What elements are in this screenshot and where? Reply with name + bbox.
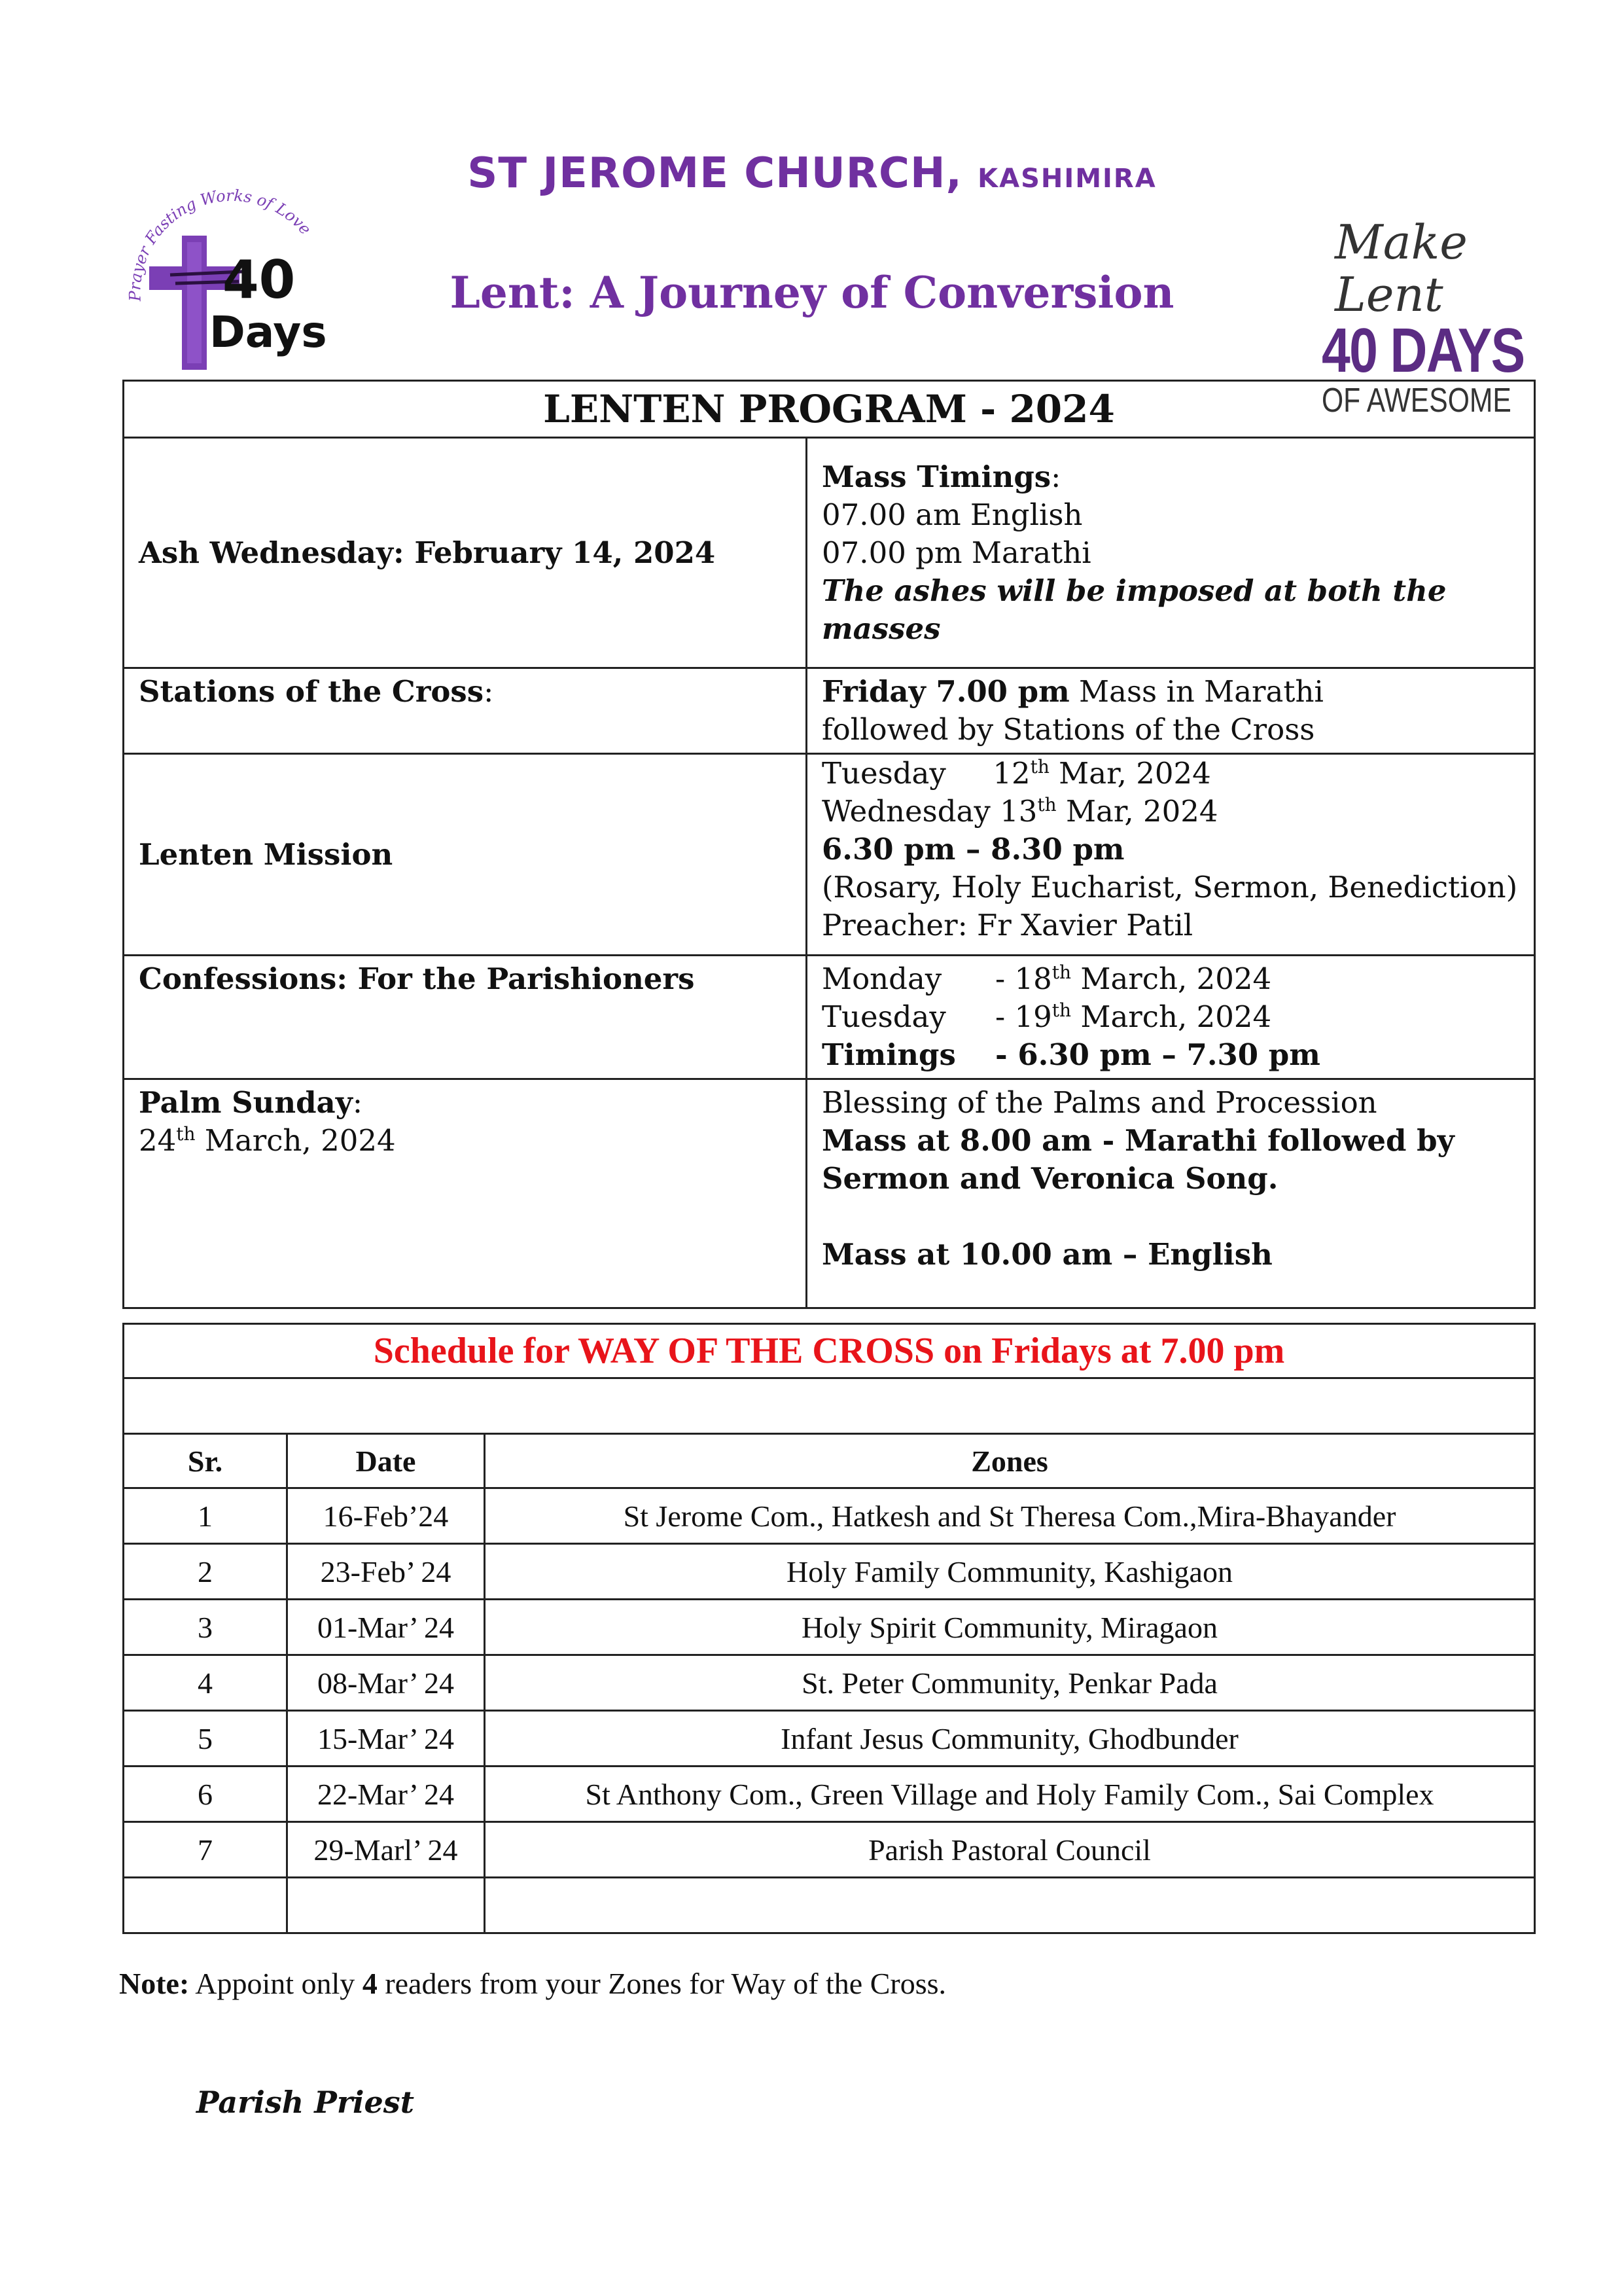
lenten-program-table bbox=[122, 380, 1536, 1309]
table-row: 3 01-Mar’ 24 Holy Spirit Community, Miragaon bbox=[124, 1600, 1535, 1655]
program-row-palm-sunday bbox=[124, 1079, 1535, 1308]
logo-word: Days bbox=[209, 307, 327, 357]
program-details: Mass Timings: 07.00 am English 07.00 pm Marathi The ashes will be imposed at both the masses bbox=[807, 438, 1535, 668]
logo-of-awesome: OF AWESOME bbox=[1322, 382, 1511, 420]
church-name: ST JEROME CHURCH, KASHIMIRA bbox=[467, 149, 1157, 198]
church-location: KASHIMIRA bbox=[978, 164, 1157, 194]
parish-priest-signature: Parish Priest bbox=[196, 2085, 414, 2120]
program-label: Palm Sunday: 24th March, 2024 bbox=[124, 1079, 807, 1308]
logo-number: 40 bbox=[222, 249, 296, 310]
program-details: Monday - 18th March, 2024 Tuesday - 19th March, 2024 Timings - 6.30 pm – 7.30 pm bbox=[807, 956, 1535, 1079]
table-row: 6 22-Mar’ 24 St Anthony Com., Green Village and Holy Family Com., Sai Complex bbox=[124, 1767, 1535, 1822]
logo-arc-text: Prayer Fasting Works of Love bbox=[126, 187, 315, 302]
empty-row bbox=[124, 1878, 1535, 1933]
program-title: LENTEN PROGRAM - 2024 bbox=[124, 381, 1535, 438]
column-header-sr: Sr. bbox=[124, 1434, 287, 1488]
table-row: 4 08-Mar’ 24 St. Peter Community, Penkar Pada bbox=[124, 1655, 1535, 1711]
note: Note: Appoint only 4 readers from your Zones for Way of the Cross. bbox=[119, 1967, 947, 2000]
program-label: Confessions: For the Parishioners bbox=[124, 956, 807, 1079]
table-row: 5 15-Mar’ 24 Infant Jesus Community, Ghodbunder bbox=[124, 1711, 1535, 1767]
program-label: Lenten Mission bbox=[124, 754, 807, 956]
way-of-cross-schedule-table bbox=[122, 1323, 1536, 1934]
column-header-date: Date bbox=[287, 1434, 485, 1488]
column-header-zones: Zones bbox=[485, 1434, 1535, 1488]
cross-icon bbox=[124, 187, 340, 376]
program-details: Tuesday 12th Mar, 2024 Wednesday 13th Mar, 2024 6.30 pm – 8.30 pm (Rosary, Holy Eucharist, Sermon, Benediction) Preacher: Fr Xavier Patil bbox=[807, 754, 1535, 956]
program-details: Friday 7.00 pm Mass in Marathi followed by Stations of the Cross bbox=[807, 668, 1535, 754]
program-details: Blessing of the Palms and Procession Mass at 8.00 am - Marathi followed by Sermon and Veronica Song. Mass at 10.00 am – English bbox=[807, 1079, 1535, 1308]
program-label: Stations of the Cross: bbox=[124, 668, 807, 754]
program-row-stations bbox=[124, 668, 1535, 754]
program-row-ash-wednesday bbox=[124, 438, 1535, 668]
table-row: 7 29-Marl’ 24 Parish Pastoral Council bbox=[124, 1822, 1535, 1878]
table-row: 1 16-Feb’24 St Jerome Com., Hatkesh and St Theresa Com.,Mira-Bhayander bbox=[124, 1488, 1535, 1544]
program-row-lenten-mission bbox=[124, 754, 1535, 956]
forty-days-cross-logo bbox=[124, 187, 340, 376]
make-lent-logo bbox=[1322, 215, 1544, 420]
schedule-title: Schedule for WAY OF THE CROSS on Fridays at 7.00 pm bbox=[124, 1324, 1535, 1378]
logo-40-days: 40 DAYS bbox=[1322, 315, 1525, 386]
logo-make-lent: Make Lent bbox=[1335, 215, 1468, 322]
table-row: 2 23-Feb’ 24 Holy Family Community, Kashigaon bbox=[124, 1544, 1535, 1600]
page-subtitle: Lent: A Journey of Conversion bbox=[450, 267, 1174, 318]
program-row-confessions bbox=[124, 956, 1535, 1079]
empty-row bbox=[124, 1378, 1535, 1434]
program-label: Ash Wednesday: February 14, 2024 bbox=[124, 438, 807, 668]
